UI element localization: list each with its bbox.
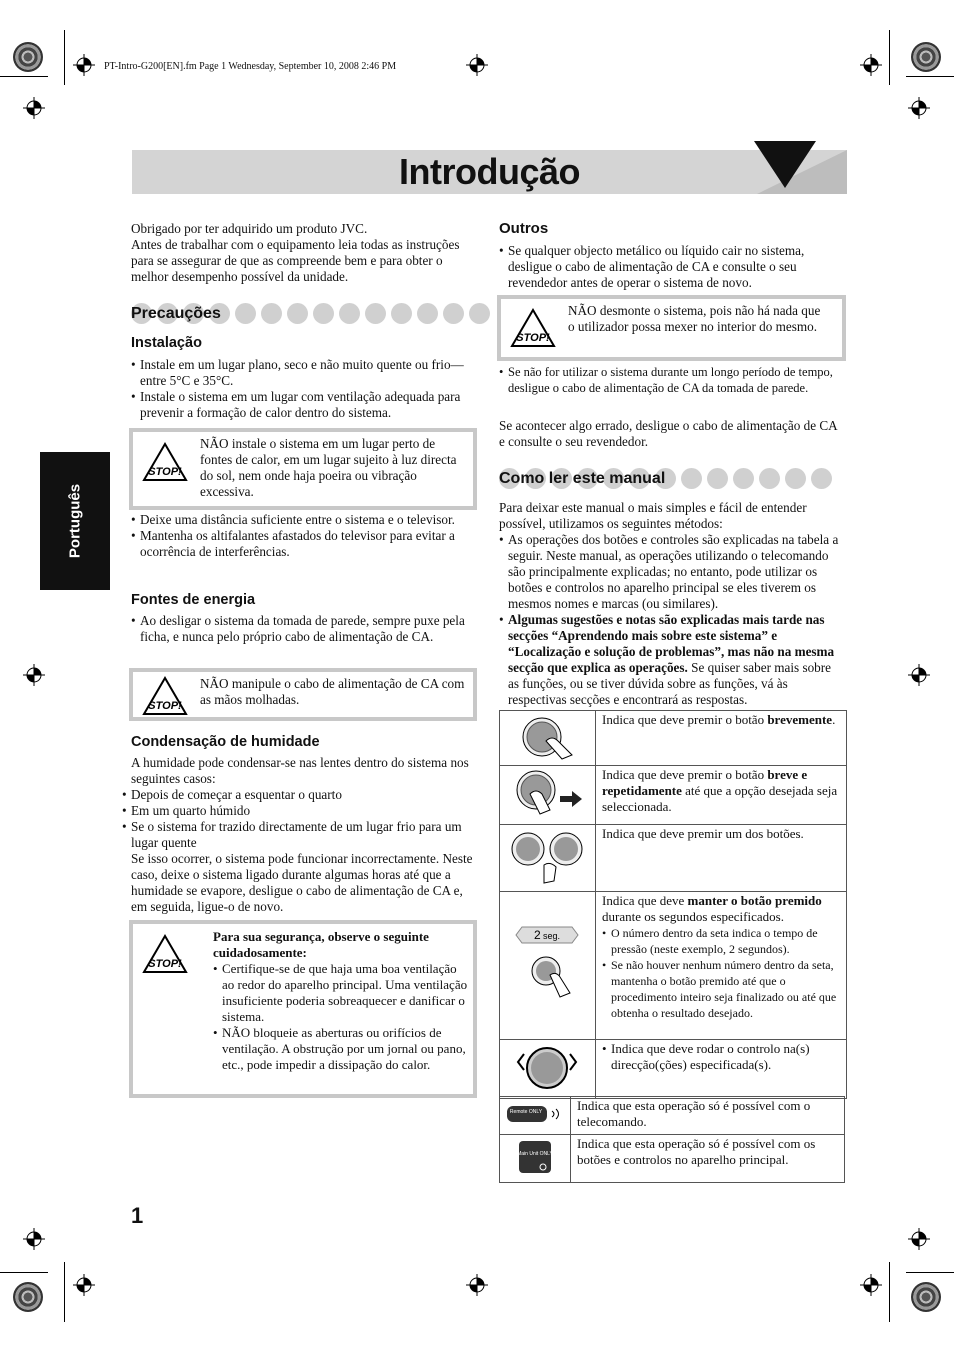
- list-item: • Certifique-se de que haja uma boa ventilação ao redor do aparelho principal. Uma ventilação insuficiente poderia sobreaquecer e danificar o sistema.: [213, 961, 468, 1025]
- desc-cell: Indica que deve premir um dos botões.: [596, 825, 847, 892]
- intro-line: Obrigado por ter adquirido um produto JVC.: [131, 221, 368, 236]
- press-repeatedly-icon: [500, 766, 594, 820]
- list-item: • Instale em um lugar plano, seco e não muito quente ou frio—entre 5°C e 35°C.: [131, 357, 476, 389]
- warning-box: [129, 668, 477, 721]
- registration-crosshair: [908, 97, 930, 119]
- warning-text: NÃO instale o sistema em um lugar perto de fontes de calor, em um lugar sujeito à luz directa do sol, nem onde haja poeira ou vibração excessiva.: [200, 436, 457, 499]
- list-item: • Mantenha os altifalantes afastados do televisor para evitar a ocorrência de interferências.: [131, 528, 476, 560]
- registration-crosshair: [908, 1228, 930, 1250]
- stop-warning-icon: [510, 308, 556, 348]
- condensacao-intro: A humidade pode condensar-se nas lentes dentro do sistema nos seguintes casos:: [131, 755, 469, 786]
- section-heading-label: Como ler este manual: [499, 470, 666, 487]
- registration-crosshair: [860, 1274, 882, 1296]
- registration-crosshair: [908, 664, 930, 686]
- remote-only-icon-label: Remote ONLY: [509, 1108, 543, 1115]
- rotate-icon-cell: [500, 1040, 596, 1099]
- only-table: [499, 1096, 845, 1183]
- desc-cell: [596, 711, 847, 766]
- subheading-instalacao: Instalação: [131, 335, 202, 351]
- manual-item2-rest: Se quiser saber mais sobre as funções, ou se tiver dúvida sobre as funções, vá às respectivas secções e encontrará as respostas.: [508, 660, 832, 707]
- crop-mark: [906, 1272, 954, 1273]
- registration-crosshair: [23, 664, 45, 686]
- hold-icon-cell: [500, 892, 596, 1040]
- subheading-condensacao: Condensação de humidade: [131, 734, 320, 750]
- registration-crosshair: [23, 97, 45, 119]
- section-heading-label: Precauções: [131, 305, 221, 322]
- desc-bold: brevemente: [767, 712, 833, 727]
- safety-text: [213, 929, 468, 1073]
- desc-text: Indica que deve premir o botão: [602, 767, 768, 782]
- subheading-energia: Fontes de energia: [131, 592, 256, 608]
- registration-crosshair: [860, 54, 882, 76]
- list-item: • Se não houver nenhum número dentro da seta, mantenha o botão premido até que o procedimento inteiro seja finalizado ou até que obtenha o resultado desejado.: [602, 957, 840, 1021]
- list-item: • Em um quarto húmido: [122, 803, 476, 819]
- table-row: [500, 825, 847, 892]
- warning-text: NÃO manipule o cabo de alimentação de CA com as mãos molhadas.: [200, 676, 465, 707]
- svg-text:STOP!: STOP!: [148, 958, 182, 970]
- press-one-of-buttons-icon: [500, 825, 594, 887]
- list-item: [499, 612, 845, 708]
- manual-item2-bold: Algumas sugestões e notas são explicadas mais tarde nas secções “Aprendendo mais sobre este sistema” e “Localização e solução de problemas”, mas não na mesma secção que explica as operações.: [508, 612, 835, 675]
- section-heading: [131, 303, 476, 327]
- file-header: PT-Intro-G200[EN].fm Page 1 Wednesday, September 10, 2008 2:46 PM: [104, 61, 397, 72]
- crop-mark: [889, 1262, 890, 1322]
- language-tab: [40, 452, 110, 590]
- desc-text: .: [832, 712, 836, 727]
- section-precaucoes: [131, 303, 476, 327]
- manual-text: [499, 500, 845, 708]
- list-item: • Depois de começar a esquentar o quarto: [122, 787, 476, 803]
- rotate-control-icon: [500, 1040, 594, 1094]
- hold-button-icon: [500, 919, 594, 1009]
- warning-text: NÃO desmonte o sistema, pois não há nada que o utilizador possa mexer no interior do mesmo.: [568, 303, 821, 334]
- stop-warning-icon: [142, 676, 188, 716]
- condensacao-outro: Se isso ocorrer, o sistema pode funcionar incorrectamente. Neste caso, deixe o sistema ligado durante algumas horas até que a humidade se evapore, desligue o cabo de alimentação de CA e, em seguida, ligue-o de novo.: [131, 851, 473, 914]
- color-registration-disc: [911, 1282, 941, 1312]
- outros-list: [499, 243, 845, 291]
- safety-heading: Para sua segurança, observe o seguinte cuidadosamente:: [213, 929, 429, 960]
- list-item: • Instale o sistema em um lugar com ventilação adequada para prevenir a formação de calor dentro do sistema.: [131, 389, 476, 421]
- crop-mark: [64, 1262, 65, 1322]
- intro-text: [131, 221, 476, 285]
- svg-text:STOP!: STOP!: [516, 332, 550, 344]
- remote-only-icon: [506, 1103, 564, 1125]
- table-row: [500, 1097, 845, 1135]
- color-registration-disc: [911, 42, 941, 72]
- safety-box: [129, 920, 477, 1098]
- page-number: 1: [131, 1203, 144, 1228]
- crop-mark: [64, 30, 65, 85]
- list-item: • O número dentro da seta indica o tempo de pressão (neste exemplo, 2 segundos).: [602, 925, 840, 957]
- condensacao-list: [122, 787, 476, 851]
- list-item: • Ao desligar o sistema da tomada de parede, sempre puxe pela ficha, e nunca pelo próprio cabo de alimentação de CA.: [131, 613, 476, 645]
- title-triangle-icon: [754, 141, 816, 188]
- press-icon-cell: [500, 711, 596, 766]
- instalacao-list: [131, 357, 476, 421]
- desc-cell: [596, 766, 847, 825]
- main-unit-only-icon: [517, 1139, 553, 1175]
- list-item: • Se qualquer objecto metálico ou líquido cair no sistema, desligue o cabo de alimentação de CA e consulte o seu revendedor antes de operar o sistema de novo.: [499, 243, 845, 291]
- title-bar: [132, 150, 847, 194]
- desc-cell: Indica que esta operação só é possível com os botões e controlos no aparelho principal.: [571, 1135, 845, 1183]
- registration-crosshair: [466, 1274, 488, 1296]
- crop-mark: [889, 30, 890, 85]
- list-item: • Indica que deve rodar o controlo na(s) direcção(ções) especificada(s).: [602, 1041, 840, 1073]
- svg-text:STOP!: STOP!: [148, 466, 182, 478]
- desc-bold: manter o botão premido: [687, 893, 822, 908]
- warning-box: [497, 295, 846, 361]
- list-item: • As operações dos botões e controles são explicadas na tabela a seguir. Neste manual, as operações utilizando o telecomando são principalmente explicadas; no entanto, pode utilizar os botões e controlos no aparelho principal se eles tiverem os mesmos nomes e marcas (ou similares).: [499, 532, 845, 612]
- desc-bold: breve e repetidamente: [602, 767, 808, 798]
- desc-text: durante os segundos especificados.: [602, 909, 784, 924]
- main-unit-only-icon-label: Main Unit ONLY: [517, 1150, 553, 1157]
- registration-crosshair: [23, 1228, 45, 1250]
- registration-crosshair: [73, 1274, 95, 1296]
- desc-cell: Indica que esta operação só é possível com o telecomando.: [571, 1097, 845, 1135]
- mainunit-icon-cell: [500, 1135, 571, 1183]
- manual-intro: Para deixar este manual o mais simples e fácil de entender possível, utilizamos os seguintes métodos:: [499, 500, 807, 531]
- safety-list: [213, 961, 468, 1073]
- press-one-icon-cell: [500, 825, 596, 892]
- crop-mark: [0, 76, 48, 77]
- intro-line: Antes de trabalhar com o equipamento leia todas as instruções para se assegurar de que as compreende bem e para obter o melhor desempenho possível da unidade.: [131, 237, 460, 284]
- rotate-notes: [602, 1041, 840, 1073]
- list-item: • Se não for utilizar o sistema durante um longo período de tempo, desligue o cabo de alimentação de CA da tomada de parede.: [499, 364, 845, 396]
- desc-cell: [596, 892, 847, 1040]
- stop-warning-icon: [142, 442, 188, 482]
- instalacao-list-2: [131, 512, 476, 560]
- hold-seconds-unit: seg.: [543, 930, 561, 941]
- operations-table: [499, 710, 847, 1099]
- color-registration-disc: [13, 42, 43, 72]
- section-manual: [499, 468, 845, 492]
- desc-text: Indica que deve: [602, 893, 688, 908]
- remote-icon-cell: [500, 1097, 571, 1135]
- page-title: Introdução: [399, 151, 580, 192]
- outros-list-2: [499, 364, 845, 396]
- registration-crosshair: [466, 54, 488, 76]
- outros-outro: Se acontecer algo errado, desligue o cabo de alimentação de CA e consulte o seu revendedor.: [499, 418, 837, 449]
- list-item: • Se o sistema for trazido directamente de um lugar frio para um lugar quente: [122, 819, 476, 851]
- warning-box: [129, 428, 477, 510]
- stop-warning-icon: [142, 934, 188, 974]
- subheading-outros: Outros: [499, 220, 549, 237]
- table-row: [500, 1040, 847, 1099]
- language-tab-label: Português: [66, 483, 84, 559]
- desc-text: Indica que deve premir o botão: [602, 712, 768, 727]
- table-row: [500, 766, 847, 825]
- desc-text: até que a opção desejada seja seleccionada.: [602, 783, 838, 814]
- hold-notes: [602, 925, 840, 1021]
- hold-seconds-label: 2: [534, 927, 541, 942]
- desc-cell: [596, 1040, 847, 1099]
- registration-crosshair: [73, 54, 95, 76]
- energia-list: [131, 613, 476, 645]
- list-item: • NÃO bloqueie as aberturas ou orifícios de ventilação. A obstrução por um jornal ou pano, etc., pode impedir a dissipação do calor.: [213, 1025, 468, 1073]
- svg-text:STOP!: STOP!: [148, 700, 182, 712]
- crop-mark: [906, 76, 954, 77]
- press-repeat-icon-cell: [500, 766, 596, 825]
- table-row: [500, 711, 847, 766]
- color-registration-disc: [13, 1282, 43, 1312]
- table-row: [500, 892, 847, 1040]
- crop-mark: [0, 1272, 48, 1273]
- manual-list: [499, 532, 845, 708]
- section-heading: [499, 468, 845, 492]
- condensacao-text: [131, 755, 476, 915]
- list-item: • Deixe uma distância suficiente entre o sistema e o televisor.: [131, 512, 476, 528]
- table-row: [500, 1135, 845, 1183]
- press-button-icon: [500, 711, 594, 761]
